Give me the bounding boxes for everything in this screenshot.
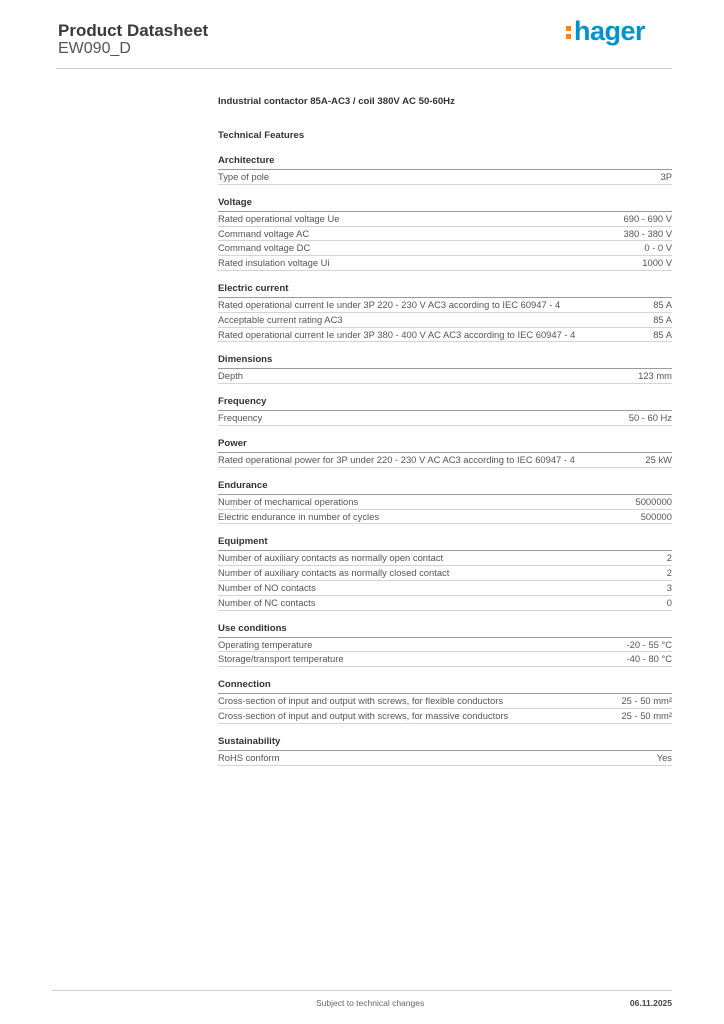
- spec-row: [218, 256, 672, 271]
- logo-dots-icon: [566, 23, 572, 42]
- spec-value: 500000: [640, 510, 672, 522]
- spec-row: [218, 566, 672, 581]
- section-title: Frequency: [218, 396, 672, 411]
- section-title: Dimensions: [218, 354, 672, 369]
- product-code: EW090_D: [58, 40, 131, 57]
- spec-row: [218, 212, 672, 227]
- product-description: Industrial contactor 85A-AC3 / coil 380V AC 50-60Hz: [218, 96, 455, 107]
- spec-value: 0 - 0 V: [644, 242, 672, 254]
- section-title: Voltage: [218, 197, 672, 212]
- logo-text: hager: [574, 16, 646, 46]
- footer-note: Subject to technical changes: [316, 998, 425, 1008]
- spec-label: Rated insulation voltage Ui: [218, 257, 330, 269]
- spec-row: [218, 313, 672, 328]
- spec-label: Rated operational current Ie under 3P 220 - 230 V AC3 according to IEC 60947 - 4: [218, 298, 561, 310]
- spec-label: Cross-section of input and output with screws, for massive conductors: [218, 709, 509, 721]
- spec-row: [218, 411, 672, 426]
- feature-sections: [218, 155, 672, 766]
- page-title: Product Datasheet: [58, 21, 209, 40]
- spec-label: Rated operational voltage Ue: [218, 212, 340, 224]
- section: [218, 623, 672, 668]
- spec-value: 50 - 60 Hz: [628, 412, 672, 424]
- section: [218, 480, 672, 525]
- spec-row: [218, 551, 672, 566]
- spec-value: 85 A: [653, 298, 672, 310]
- spec-row: [218, 709, 672, 724]
- spec-label: Electric endurance in number of cycles: [218, 510, 380, 522]
- spec-label: Rated operational power for 3P under 220 - 230 V AC AC3 according to IEC 60947 - 4: [218, 453, 575, 465]
- technical-features-heading: Technical Features: [218, 130, 305, 141]
- spec-value: 5000000: [635, 495, 672, 507]
- spec-row: [218, 596, 672, 611]
- spec-row: [218, 328, 672, 343]
- section-title: Equipment: [218, 536, 672, 551]
- spec-value: 2: [666, 567, 672, 579]
- spec-label: RoHS conform: [218, 751, 280, 763]
- section: [218, 197, 672, 271]
- spec-row: [218, 652, 672, 667]
- spec-label: Rated operational current Ie under 3P 380 - 400 V AC AC3 according to IEC 60947 - 4: [218, 328, 576, 340]
- spec-row: [218, 298, 672, 313]
- spec-value: 25 - 50 mm²: [621, 709, 672, 721]
- footer-divider: [52, 990, 672, 991]
- spec-row: [218, 453, 672, 468]
- spec-label: Number of NO contacts: [218, 581, 316, 593]
- spec-label: Number of auxiliary contacts as normally closed contact: [218, 567, 450, 579]
- section-title: Use conditions: [218, 623, 672, 638]
- section: [218, 155, 672, 185]
- spec-label: Frequency: [218, 412, 263, 424]
- spec-value: 3: [666, 581, 672, 593]
- section-title: Endurance: [218, 480, 672, 495]
- spec-label: Number of auxiliary contacts as normally open contact: [218, 552, 444, 564]
- spec-value: 0: [666, 596, 672, 608]
- spec-row: [218, 241, 672, 256]
- section: [218, 283, 672, 342]
- spec-value: 25 kW: [645, 453, 672, 465]
- spec-label: Number of mechanical operations: [218, 495, 359, 507]
- section: [218, 438, 672, 468]
- spec-value: 380 - 380 V: [623, 227, 672, 239]
- spec-label: Command voltage AC: [218, 227, 310, 239]
- section-title: Electric current: [218, 283, 672, 298]
- spec-value: 2: [666, 552, 672, 564]
- footer-date: 06.11.2025: [629, 998, 672, 1008]
- section-title: Sustainability: [218, 736, 672, 751]
- spec-value: -40 - 80 °C: [626, 653, 672, 665]
- spec-row: [218, 581, 672, 596]
- spec-row: [218, 495, 672, 510]
- datasheet-content: [218, 96, 672, 766]
- section-title: Architecture: [218, 155, 672, 170]
- section: [218, 679, 672, 724]
- spec-value: 123 mm: [638, 370, 672, 382]
- spec-label: Cross-section of input and output with screws, for flexible conductors: [218, 695, 504, 707]
- spec-label: Operating temperature: [218, 638, 313, 650]
- section: [218, 536, 672, 610]
- section-title: Power: [218, 438, 672, 453]
- spec-row: [218, 170, 672, 185]
- spec-value: 85 A: [653, 313, 672, 325]
- spec-row: [218, 227, 672, 242]
- spec-label: Command voltage DC: [218, 242, 311, 254]
- spec-row: [218, 751, 672, 766]
- spec-label: Number of NC contacts: [218, 596, 316, 608]
- header-divider: [56, 68, 672, 69]
- spec-value: -20 - 55 °C: [626, 638, 672, 650]
- spec-value: 85 A: [653, 328, 672, 340]
- spec-value: 3P: [660, 171, 672, 182]
- spec-label: Storage/transport temperature: [218, 653, 344, 665]
- spec-value: 25 - 50 mm²: [621, 695, 672, 707]
- spec-label: Acceptable current rating AC3: [218, 313, 343, 325]
- section: [218, 736, 672, 766]
- spec-row: [218, 510, 672, 525]
- section-title: Connection: [218, 679, 672, 694]
- spec-label: Depth: [218, 370, 244, 382]
- hager-logo: [566, 16, 645, 47]
- spec-row: [218, 369, 672, 384]
- spec-row: [218, 638, 672, 653]
- spec-label: Type of pole: [218, 171, 270, 182]
- spec-value: 690 - 690 V: [623, 212, 672, 224]
- spec-value: Yes: [656, 751, 672, 763]
- section: [218, 396, 672, 426]
- spec-row: [218, 694, 672, 709]
- section: [218, 354, 672, 384]
- spec-value: 1000 V: [642, 257, 672, 269]
